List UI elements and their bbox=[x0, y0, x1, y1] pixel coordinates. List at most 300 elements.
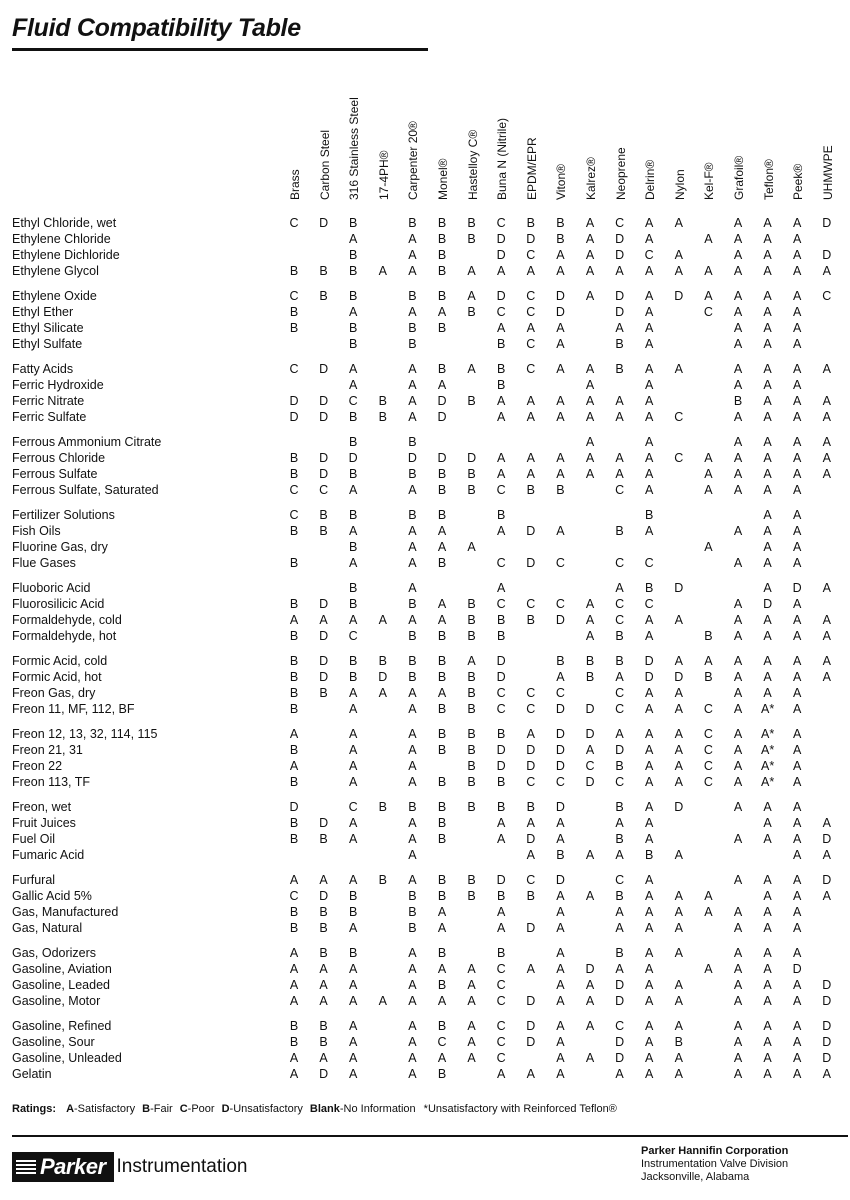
rating-cell: A bbox=[733, 232, 743, 246]
rating-cell: D bbox=[585, 962, 595, 976]
rating-cell: A bbox=[408, 1067, 417, 1081]
rating-cell: A bbox=[408, 540, 417, 554]
rating-cell: D bbox=[496, 759, 506, 773]
legend-note: *Unsatisfactory with Reinforced Teflon® bbox=[423, 1103, 617, 1115]
rating-cell: A bbox=[585, 264, 595, 278]
rating-cell: D bbox=[319, 394, 329, 408]
rating-cell: D bbox=[319, 816, 329, 830]
rating-cell: A bbox=[793, 889, 802, 903]
rating-cell: A bbox=[674, 686, 683, 700]
rating-cell: A bbox=[585, 1051, 595, 1065]
company-name: Parker Hannifin Corporation bbox=[641, 1145, 789, 1157]
column-header bbox=[639, 68, 669, 200]
rating-cell: B bbox=[289, 451, 299, 465]
rating-cell: A bbox=[408, 759, 417, 773]
rating-cell: B bbox=[289, 775, 299, 789]
rating-cell: A bbox=[378, 994, 387, 1008]
rating-cell: A bbox=[733, 1051, 743, 1065]
fluid-name: Fluorosilicic Acid bbox=[12, 597, 105, 611]
rating-cell: C bbox=[319, 483, 329, 497]
rating-cell: A bbox=[556, 905, 565, 919]
rating-cell: A bbox=[822, 1067, 831, 1081]
table-row bbox=[0, 523, 850, 539]
rating-cell: D bbox=[437, 410, 447, 424]
rating-cell: B bbox=[349, 889, 358, 903]
rating-cell: A bbox=[585, 451, 595, 465]
column-header bbox=[521, 68, 551, 200]
legend-item bbox=[222, 1103, 303, 1115]
rating-cell: B bbox=[467, 216, 476, 230]
rating-cell: D bbox=[319, 597, 329, 611]
rating-cell: D bbox=[289, 394, 299, 408]
rating-cell: A* bbox=[760, 759, 775, 773]
rating-cell: D bbox=[792, 581, 802, 595]
rating-cell: B bbox=[437, 289, 447, 303]
rating-cell: A bbox=[793, 654, 802, 668]
rating-cell: D bbox=[319, 362, 329, 376]
rating-cell: A bbox=[674, 216, 683, 230]
rating-cell: A bbox=[615, 321, 624, 335]
rating-cell: D bbox=[615, 248, 625, 262]
column-header bbox=[550, 68, 580, 200]
table-row bbox=[0, 726, 850, 742]
table-row bbox=[0, 336, 850, 352]
rating-cell: C bbox=[674, 410, 684, 424]
rating-cell: A bbox=[645, 524, 654, 538]
fluid-name: Fatty Acids bbox=[12, 362, 74, 376]
fluid-name: Fruit Juices bbox=[12, 816, 76, 830]
rating-cell: A bbox=[793, 629, 802, 643]
table-row bbox=[0, 247, 850, 263]
fluid-name: Ethylene Oxide bbox=[12, 289, 97, 303]
rating-cell: A bbox=[349, 775, 358, 789]
rating-cell: A bbox=[556, 978, 565, 992]
rating-cell: A bbox=[556, 1035, 565, 1049]
rating-cell: B bbox=[378, 800, 387, 814]
rating-cell: A bbox=[793, 905, 802, 919]
rating-cell: A bbox=[349, 524, 358, 538]
rating-cell: D bbox=[585, 727, 595, 741]
rating-cell: C bbox=[289, 362, 299, 376]
column-header bbox=[491, 68, 521, 200]
table-row bbox=[0, 1018, 850, 1034]
rating-cell: A bbox=[289, 613, 299, 627]
rating-cell: B bbox=[349, 905, 358, 919]
rating-cell: C bbox=[496, 483, 506, 497]
fluid-name: Fertilizer Solutions bbox=[12, 508, 115, 522]
rating-cell: A bbox=[615, 727, 624, 741]
rating-cell: A bbox=[704, 540, 713, 554]
rating-cell: A bbox=[497, 394, 506, 408]
rating-cell: B bbox=[437, 873, 447, 887]
column-header-label: Hastelloy C® bbox=[465, 129, 480, 200]
rating-cell: D bbox=[496, 743, 506, 757]
rating-cell: A bbox=[733, 1019, 743, 1033]
rating-cell: B bbox=[349, 410, 358, 424]
table-row bbox=[0, 904, 850, 920]
column-header-label: Nylon bbox=[672, 169, 687, 200]
rating-cell: C bbox=[703, 775, 713, 789]
rating-cell: A bbox=[408, 581, 417, 595]
fluid-name: Gallic Acid 5% bbox=[12, 889, 92, 903]
rating-cell: A* bbox=[760, 775, 775, 789]
rating-cell: B bbox=[319, 1019, 328, 1033]
rating-cell: B bbox=[467, 394, 476, 408]
rating-cell: A bbox=[585, 848, 595, 862]
table-row bbox=[0, 847, 850, 863]
rating-cell: A bbox=[733, 597, 743, 611]
legend-text: -Unsatisfactory bbox=[229, 1103, 303, 1115]
rating-cell: C bbox=[289, 216, 299, 230]
rating-cell: D bbox=[555, 727, 565, 741]
rating-cell: A bbox=[645, 435, 654, 449]
rating-cell: C bbox=[555, 775, 565, 789]
row-group bbox=[0, 726, 850, 790]
rating-cell: A bbox=[615, 467, 624, 481]
rating-cell: C bbox=[496, 216, 506, 230]
rating-cell: D bbox=[289, 410, 299, 424]
table-row bbox=[0, 742, 850, 758]
table-row bbox=[0, 361, 850, 377]
rating-cell: A bbox=[645, 946, 654, 960]
table-row bbox=[0, 669, 850, 685]
row-group bbox=[0, 1018, 850, 1082]
rating-cell: A bbox=[585, 994, 595, 1008]
rating-cell: A bbox=[763, 289, 772, 303]
rating-cell: D bbox=[496, 654, 506, 668]
row-group bbox=[0, 215, 850, 279]
rating-cell: C bbox=[703, 727, 713, 741]
rating-cell: B bbox=[408, 629, 417, 643]
rating-cell: D bbox=[289, 800, 299, 814]
column-header-label: Carpenter 20® bbox=[406, 121, 421, 200]
rating-cell: B bbox=[437, 670, 447, 684]
rating-cell: A bbox=[408, 410, 417, 424]
rating-cell: A bbox=[793, 613, 802, 627]
rating-cell: B bbox=[497, 775, 506, 789]
rating-cell: A bbox=[585, 629, 595, 643]
rating-cell: A bbox=[378, 264, 387, 278]
logo-subtitle: Instrumentation bbox=[116, 1156, 248, 1177]
rating-cell: A bbox=[585, 289, 595, 303]
rating-cell: C bbox=[526, 362, 536, 376]
table-row bbox=[0, 434, 850, 450]
column-header bbox=[343, 68, 373, 200]
rating-cell: B bbox=[437, 264, 447, 278]
rating-cell: A bbox=[763, 378, 772, 392]
rating-cell: B bbox=[319, 832, 328, 846]
rating-cell: B bbox=[437, 629, 447, 643]
rating-cell: B bbox=[408, 921, 417, 935]
rating-cell: B bbox=[408, 467, 417, 481]
rating-cell: A bbox=[674, 946, 683, 960]
rating-cell: A bbox=[437, 994, 447, 1008]
rating-cell: A bbox=[793, 816, 802, 830]
rating-cell: A bbox=[674, 264, 683, 278]
rating-cell: A bbox=[645, 686, 654, 700]
rating-cell: A bbox=[349, 743, 358, 757]
rating-cell: C bbox=[615, 483, 625, 497]
fluid-name: Freon 12, 13, 32, 114, 115 bbox=[12, 727, 158, 741]
rating-cell: C bbox=[289, 508, 299, 522]
table-row bbox=[0, 450, 850, 466]
rating-cell: C bbox=[615, 873, 625, 887]
fluid-name: Fumaric Acid bbox=[12, 848, 85, 862]
rating-cell: B bbox=[408, 337, 417, 351]
rating-cell: A bbox=[556, 832, 565, 846]
rating-cell: A bbox=[615, 921, 624, 935]
rating-cell: A bbox=[763, 654, 772, 668]
rating-cell: A bbox=[585, 362, 595, 376]
rating-cell: A bbox=[467, 289, 476, 303]
table-row bbox=[0, 1050, 850, 1066]
column-header-label: Neoprene bbox=[613, 147, 628, 200]
rating-cell: A bbox=[556, 394, 565, 408]
rating-cell: B bbox=[615, 524, 624, 538]
rating-cell: A bbox=[822, 816, 831, 830]
rating-cell: A bbox=[793, 321, 802, 335]
rating-cell: B bbox=[349, 289, 358, 303]
rating-cell: A bbox=[733, 629, 743, 643]
rating-cell: B bbox=[437, 800, 447, 814]
fluid-name: Formaldehyde, hot bbox=[12, 629, 117, 643]
rating-cell: A bbox=[674, 1019, 683, 1033]
rating-cell: A bbox=[289, 962, 299, 976]
rating-cell: A bbox=[763, 629, 772, 643]
rating-cell: A bbox=[585, 410, 595, 424]
column-header bbox=[432, 68, 462, 200]
rating-cell: A bbox=[349, 232, 358, 246]
table-row bbox=[0, 215, 850, 231]
table-row bbox=[0, 758, 850, 774]
rating-cell: A bbox=[408, 686, 417, 700]
rating-cell: A bbox=[674, 994, 683, 1008]
rating-cell: A bbox=[763, 946, 772, 960]
rating-cell: A bbox=[585, 597, 595, 611]
rating-cell: A bbox=[793, 994, 802, 1008]
rating-cell: C bbox=[496, 1019, 506, 1033]
rating-cell: C bbox=[437, 1035, 447, 1049]
rating-cell: A bbox=[289, 994, 299, 1008]
rating-cell: B bbox=[408, 508, 417, 522]
rating-cell: B bbox=[408, 654, 417, 668]
rating-cell: A bbox=[526, 394, 535, 408]
column-header bbox=[314, 68, 344, 200]
rating-cell: C bbox=[703, 759, 713, 773]
rating-cell: B bbox=[437, 775, 447, 789]
rating-cell: B bbox=[437, 1019, 447, 1033]
rating-cell: A bbox=[733, 289, 743, 303]
rating-cell: D bbox=[555, 873, 565, 887]
rating-cell: B bbox=[319, 686, 328, 700]
rating-cell: C bbox=[674, 451, 684, 465]
rating-cell: B bbox=[349, 670, 358, 684]
rating-cell: C bbox=[289, 889, 299, 903]
rating-cell: A bbox=[674, 702, 683, 716]
rating-cell: A bbox=[349, 1019, 358, 1033]
rating-cell: A bbox=[349, 362, 358, 376]
rating-cell: A bbox=[793, 800, 802, 814]
rating-cell: B bbox=[289, 264, 299, 278]
rating-cell: D bbox=[674, 581, 684, 595]
rating-cell: A bbox=[763, 410, 772, 424]
rating-cell: A bbox=[585, 394, 595, 408]
rating-cell: B bbox=[289, 597, 299, 611]
rating-cell: A bbox=[733, 670, 743, 684]
rating-cell: A bbox=[793, 670, 802, 684]
rating-cell: A bbox=[793, 848, 802, 862]
rating-cell: A bbox=[408, 775, 417, 789]
column-header-label: Buna N (Nitrile) bbox=[495, 117, 510, 200]
rating-cell: A bbox=[793, 743, 802, 757]
fluid-name: Formaldehyde, cold bbox=[12, 613, 122, 627]
rating-cell: A bbox=[645, 1051, 654, 1065]
rating-cell: D bbox=[467, 451, 477, 465]
column-header-label: 316 Stainless Steel bbox=[347, 97, 362, 200]
rating-cell: B bbox=[437, 727, 447, 741]
rating-cell: A bbox=[733, 483, 743, 497]
rating-cell: A bbox=[497, 467, 506, 481]
rating-cell: A bbox=[645, 889, 654, 903]
rating-cell: A bbox=[585, 435, 595, 449]
column-header bbox=[373, 68, 403, 200]
table-row bbox=[0, 993, 850, 1009]
rating-cell: A bbox=[645, 1035, 654, 1049]
rating-cell: A bbox=[615, 670, 624, 684]
rating-cell: B bbox=[289, 686, 299, 700]
rating-cell: B bbox=[526, 889, 535, 903]
rating-cell: A bbox=[763, 994, 772, 1008]
rating-cell: D bbox=[526, 556, 536, 570]
rating-cell: D bbox=[319, 654, 329, 668]
rating-cell: A bbox=[674, 775, 683, 789]
rating-cell: A bbox=[556, 962, 565, 976]
rating-cell: A bbox=[704, 654, 713, 668]
rating-cell: A bbox=[704, 232, 713, 246]
rating-cell: B bbox=[467, 800, 476, 814]
rating-cell: A bbox=[408, 394, 417, 408]
table-row bbox=[0, 377, 850, 393]
column-header bbox=[284, 68, 314, 200]
column-header bbox=[758, 68, 788, 200]
rating-cell: A bbox=[822, 435, 831, 449]
rating-cell: A bbox=[645, 905, 654, 919]
rating-cell: A bbox=[763, 321, 772, 335]
table-row bbox=[0, 539, 850, 555]
rating-cell: C bbox=[496, 994, 506, 1008]
rating-cell: A bbox=[733, 613, 743, 627]
rating-cell: A bbox=[585, 232, 595, 246]
rating-cell: A bbox=[556, 321, 565, 335]
table-row bbox=[0, 393, 850, 409]
rating-cell: A bbox=[585, 378, 595, 392]
rating-cell: A bbox=[674, 848, 683, 862]
rating-cell: D bbox=[644, 670, 654, 684]
rating-cell: A bbox=[408, 524, 417, 538]
rating-cell: B bbox=[615, 889, 624, 903]
rating-cell: B bbox=[289, 1019, 299, 1033]
rating-cell: A bbox=[526, 410, 535, 424]
rating-cell: A bbox=[763, 394, 772, 408]
compatibility-table bbox=[0, 215, 850, 1091]
rating-cell: A bbox=[526, 321, 535, 335]
rating-cell: A bbox=[497, 921, 506, 935]
rating-cell: D bbox=[555, 305, 565, 319]
rating-cell: A bbox=[763, 556, 772, 570]
rating-cell: A bbox=[763, 1035, 772, 1049]
column-header bbox=[787, 68, 817, 200]
rating-cell: A bbox=[793, 232, 802, 246]
rating-cell: A bbox=[733, 905, 743, 919]
rating-cell: C bbox=[496, 702, 506, 716]
fluid-name: Ethylene Dichloride bbox=[12, 248, 120, 262]
rating-cell: A bbox=[793, 1019, 802, 1033]
rating-cell: D bbox=[822, 1051, 832, 1065]
rating-cell: A bbox=[793, 946, 802, 960]
rating-cell: A bbox=[645, 800, 654, 814]
table-row bbox=[0, 920, 850, 936]
rating-cell: D bbox=[319, 216, 329, 230]
rating-cell: A bbox=[497, 816, 506, 830]
rating-cell: A bbox=[704, 289, 713, 303]
legend-code: C bbox=[179, 1103, 188, 1115]
rating-cell: B bbox=[615, 337, 624, 351]
rating-cell: A bbox=[497, 410, 506, 424]
rating-cell: D bbox=[526, 1019, 536, 1033]
rating-cell: A bbox=[704, 889, 713, 903]
rating-cell: A bbox=[467, 962, 476, 976]
rating-cell: A bbox=[319, 873, 328, 887]
rating-cell: A bbox=[585, 1019, 595, 1033]
fluid-name: Ethyl Silicate bbox=[12, 321, 84, 335]
rating-cell: A bbox=[763, 216, 772, 230]
table-row bbox=[0, 628, 850, 644]
rating-cell: A bbox=[645, 467, 654, 481]
rating-cell: A bbox=[733, 946, 743, 960]
rating-cell: A bbox=[763, 524, 772, 538]
rating-cell: A bbox=[733, 378, 743, 392]
rating-cell: A bbox=[408, 378, 417, 392]
fluid-name: Gasoline, Leaded bbox=[12, 978, 110, 992]
rating-cell: B bbox=[378, 410, 387, 424]
rating-cell: C bbox=[703, 743, 713, 757]
logo-text: Parker bbox=[40, 1154, 106, 1179]
rating-cell: A bbox=[793, 759, 802, 773]
rating-cell: A bbox=[645, 873, 654, 887]
rating-cell: A bbox=[349, 1035, 358, 1049]
legend-code: D bbox=[221, 1103, 230, 1115]
rating-cell: B bbox=[585, 654, 595, 668]
rating-cell: A bbox=[615, 581, 624, 595]
rating-cell: A bbox=[556, 1067, 565, 1081]
rating-cell: A bbox=[763, 873, 772, 887]
rating-cell: A bbox=[733, 556, 743, 570]
rating-cell: A bbox=[467, 264, 476, 278]
rating-cell: B bbox=[289, 321, 299, 335]
rating-cell: A bbox=[556, 816, 565, 830]
rating-cell: A bbox=[349, 483, 358, 497]
rating-cell: A bbox=[733, 451, 743, 465]
rating-cell: B bbox=[408, 905, 417, 919]
rating-cell: A bbox=[763, 1067, 772, 1081]
rating-cell: A bbox=[763, 978, 772, 992]
rating-cell: B bbox=[615, 800, 624, 814]
rating-cell: C bbox=[615, 597, 625, 611]
rating-cell: A bbox=[763, 1019, 772, 1033]
rating-cell: C bbox=[496, 1051, 506, 1065]
rating-cell: D bbox=[526, 921, 536, 935]
column-header-label: 17-4PH® bbox=[376, 150, 391, 200]
